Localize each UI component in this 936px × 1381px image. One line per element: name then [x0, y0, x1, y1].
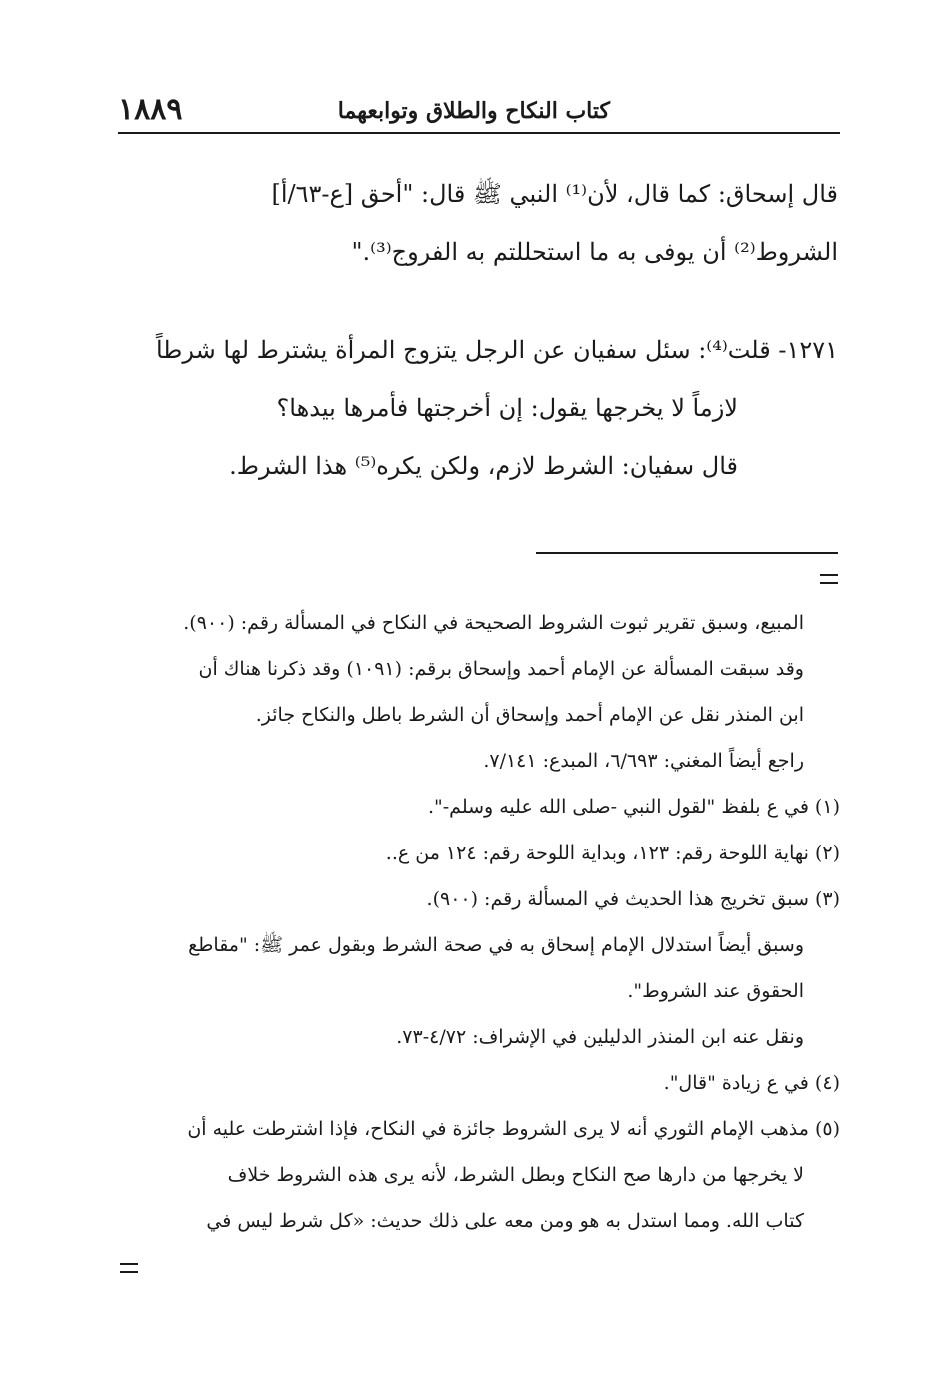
- page-number: ١٨٨٩: [118, 92, 183, 127]
- footnote-line: (٥) مذهب الإمام الثوري أنه لا يرى الشروط جائزة في النكاح، فإذا اشترطت عليه أن: [187, 1118, 840, 1140]
- running-title: كتاب النكاح والطلاق وتوابعهما: [337, 98, 610, 124]
- page-header: [118, 92, 840, 132]
- footnote-line: كتاب الله. ومما استدل به هو ومن معه على ذلك حديث: «كل شرط ليس في: [206, 1210, 804, 1232]
- footnote-line: (١) في ع بلفظ "لقول النبي -صلى الله عليه وسلم-".: [427, 796, 840, 818]
- footnote-line: الحقوق عند الشروط".: [627, 980, 804, 1002]
- footnote-separator: [536, 552, 838, 554]
- footnote-line: (٤) في ع زيادة "قال".: [663, 1072, 840, 1094]
- footnotes: [118, 600, 840, 1244]
- paragraph-gap: [130, 281, 838, 321]
- footnote-line: المبيع، وسبق تقرير ثبوت الشروط الصحيحة في النكاح في المسألة رقم: (٩٠٠).: [183, 612, 804, 634]
- footnote-line: وسبق أيضاً استدلال الإمام إسحاق به في صحة الشرط وبقول عمر ﷺ: "مقاطع: [188, 934, 804, 956]
- header-rule: [118, 132, 840, 134]
- main-line: لازماً لا يخرجها يقول: إن أخرجتها فأمرها بيدها؟: [276, 394, 738, 422]
- footnote-line: وقد سبقت المسألة عن الإمام أحمد وإسحاق برقم: (١٠٩١) وقد ذكرنا هناك أن: [198, 658, 804, 680]
- footnote-line: (٢) نهاية اللوحة رقم: ١٢٣، وبداية اللوحة رقم: ١٢٤ من ع..: [385, 842, 840, 864]
- main-line: الشروط⁽²⁾ أن يوفى به ما استحللتم به الفروج⁽³⁾.": [351, 238, 838, 266]
- continuation-mark: [820, 574, 838, 584]
- footnote-line: لا يخرجها من دارها صح النكاح وبطل الشرط، لأنه يرى هذه الشروط خلاف: [227, 1164, 804, 1186]
- main-line: قال سفيان: الشرط لازم، ولكن يكره⁽⁵⁾ هذا الشرط.: [229, 452, 738, 480]
- main-line: قال إسحاق: كما قال، لأن⁽¹⁾ النبي ﷺ قال: "أحق [ع-٦٣/أ]: [271, 180, 838, 208]
- footnote-line: راجع أيضاً المغني: ٦/٦٩٣، المبدع: ٧/١٤١.: [483, 750, 804, 772]
- footnote-line: (٣) سبق تخريج هذا الحديث في المسألة رقم: (٩٠٠).: [426, 888, 840, 910]
- footnote-line: ونقل عنه ابن المنذر الدليلين في الإشراف: ٤/٧٢-٧٣.: [396, 1026, 804, 1048]
- main-line: ١٢٧١- قلت⁽⁴⁾: سئل سفيان عن الرجل يتزوج المرأة يشترط لها شرطاً: [155, 336, 838, 364]
- footnote-line: ابن المنذر نقل عن الإمام أحمد وإسحاق أن الشرط باطل والنكاح جائز.: [255, 704, 804, 726]
- continuation-mark: [120, 1263, 138, 1273]
- main-text: [130, 165, 838, 495]
